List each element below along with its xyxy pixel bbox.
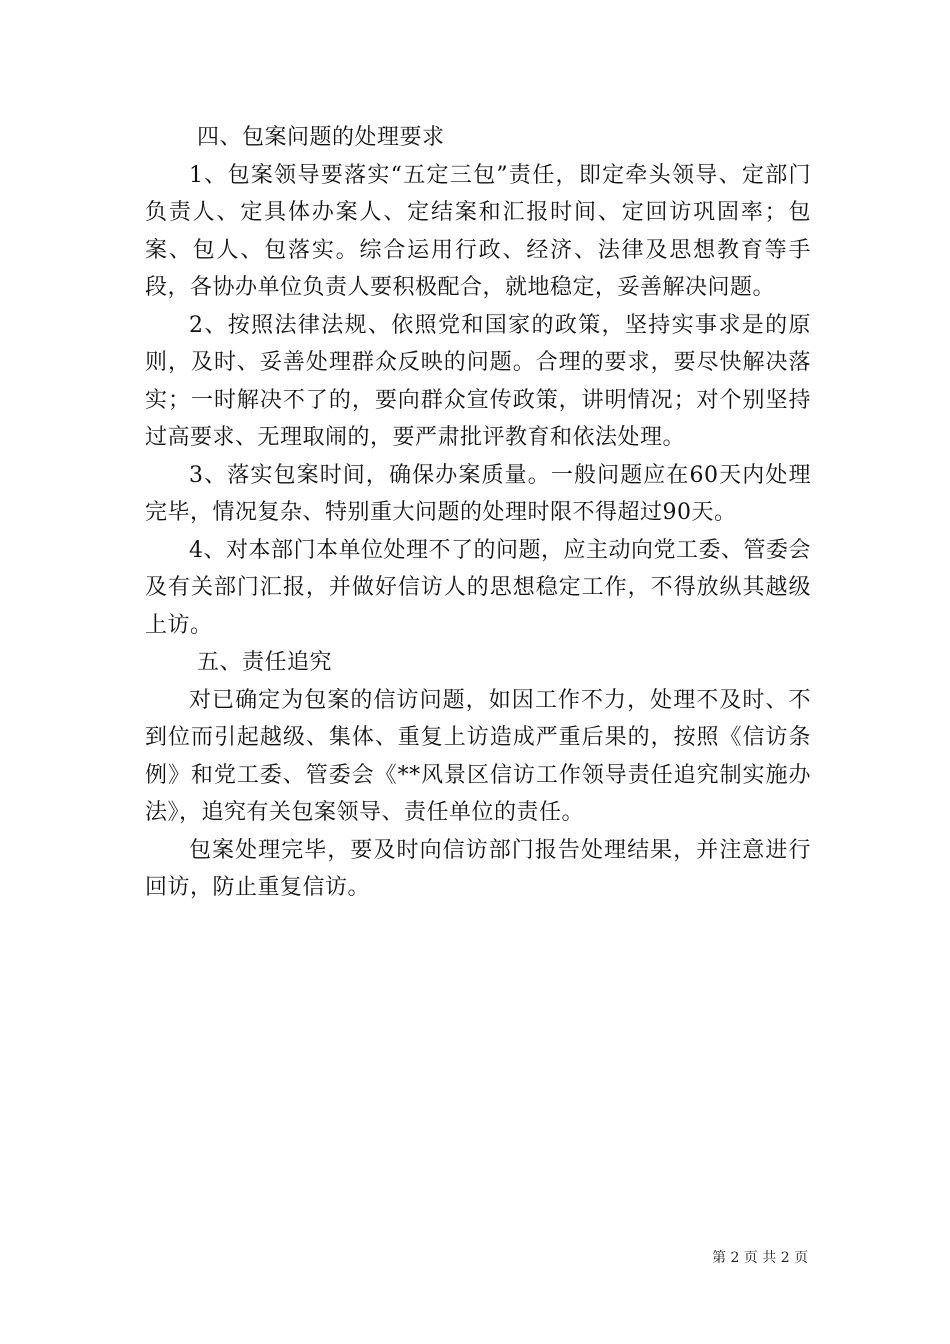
section4-item-3: 3、落实包案时间，确保办案质量。一般问题应在60天内处理完毕，情况复杂、特别重大问题的处理时限不得超过90天。 [145, 462, 811, 525]
page-number: 第 2 页 共 2 页 [712, 1250, 809, 1266]
section-heading-4: 四、包案问题的处理要求 [197, 125, 445, 150]
section-heading-5: 五、责任追究 [197, 650, 333, 675]
document-body [145, 119, 811, 907]
section5-paragraph-1: 对已确定为包案的信访问题，如因工作不力，处理不及时、不到位而引起越级、集体、重复上访造成严重后果的，按照《信访条例》和党工委、管委会《**风景区信访工作领导责任追究制实施办法》，追究有关包案领导、责任单位的责任。 [145, 687, 811, 825]
section4-item-1: 1、包案领导要落实“五定三包”责任，即定牵头领导、定部门负责人、定具体办案人、定结案和汇报时间、定回访巩固率；包案、包人、包落实。综合运用行政、经济、法律及思想教育等手段，各协办单位负责人要积极配合，就地稳定，妥善解决问题。 [145, 162, 811, 300]
section4-item-4: 4、对本部门本单位处理不了的问题，应主动向党工委、管委会及有关部门汇报，并做好信访人的思想稳定工作，不得放纵其越级上访。 [145, 537, 811, 638]
section5-paragraph-2: 包案处理完毕，要及时向信访部门报告处理结果，并注意进行回访，防止重复信访。 [145, 837, 811, 900]
section4-item-2: 2、按照法律法规、依照党和国家的政策，坚持实事求是的原则，及时、妥善处理群众反映的问题。合理的要求，要尽快解决落实；一时解决不了的，要向群众宣传政策，讲明情况；对个别坚持过高要求、无理取闹的，要严肃批评教育和依法处理。 [145, 312, 811, 450]
